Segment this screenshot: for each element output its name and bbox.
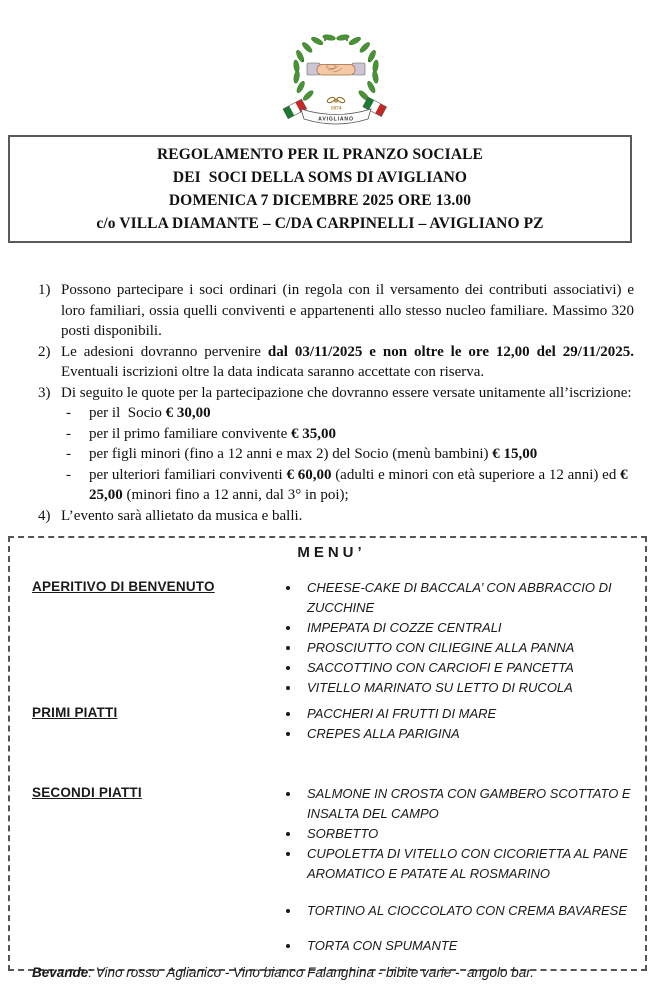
- menu-category-label: APERITIVO DI BENVENUTO: [32, 579, 215, 594]
- menu-item: • TORTA CON SPUMANTE: [301, 936, 631, 956]
- rule-body: [61, 280, 634, 342]
- rule-subitem: [66, 444, 634, 465]
- title-line-4: c/o VILLA DIAMANTE – C/DA CARPINELLI – AVIGLIANO PZ: [96, 215, 544, 232]
- menu-item: • CREPES ALLA PARIGINA: [301, 724, 631, 744]
- menu-item: • PACCHERI AI FRUTTI DI MARE: [301, 704, 631, 724]
- menu-item: • VITELLO MARINATO SU LETTO DI RUCOLA: [301, 678, 631, 698]
- rule-subitem-text: per il Socio € 30,00: [89, 405, 211, 421]
- menu-item: • SORBETTO: [301, 824, 631, 844]
- soms-avigliano-logo: [280, 33, 392, 128]
- rule-text: L’evento sarà allietato da musica e balli.: [61, 507, 303, 524]
- menu-item: • PROSCIUTTO CON CILIEGINE ALLA PANNA: [301, 638, 631, 658]
- rule-subitem: [66, 403, 634, 424]
- beverages-text: : Vino rosso Aglianico - Vino bianco Falanghina - bibite varie - angolo bar.: [88, 965, 535, 980]
- dash-marker: -: [66, 446, 71, 462]
- rule-number: 2): [38, 343, 51, 360]
- handshake-icon: [307, 63, 365, 75]
- title-box: [8, 135, 632, 243]
- wreath-knot-icon: [326, 96, 345, 103]
- rule-text: Possono partecipare i soci ordinari (in regola con il versamento dei contributi associativi) e loro familiari, ossia quelli conviventi e appartenenti allo stesso nucleo familiare. Massimo 320 posti disponibili.: [61, 282, 634, 339]
- menu-section-3: [32, 784, 631, 956]
- menu-items-list: [287, 704, 631, 744]
- menu-item: • TORTINO AL CIOCCOLATO CON CREMA BAVARESE: [301, 901, 631, 921]
- menu-section-2: [32, 704, 631, 744]
- menu-item: • SALMONE IN CROSTA CON GAMBERO SCOTTATO E INSALTA DEL CAMPO: [301, 784, 631, 824]
- rules-list: [38, 280, 634, 526]
- menu-items-list: [287, 578, 631, 698]
- rule-text: Di seguito le quote per la partecipazione che dovranno essere versate unitamente all’iscrizione:: [61, 384, 632, 401]
- menu-item: • CHEESE-CAKE DI BACCALA’ CON ABBRACCIO DI ZUCCHINE: [301, 578, 631, 618]
- menu-items-list: [287, 784, 631, 956]
- rule-subitem: [66, 465, 634, 506]
- rule-subitem-text: per ulteriori familiari conviventi € 60,00 (adulti e minori con età superiore a 12 anni) ed € 25,00 (minori fino a 12 anni, dal 3° in poi);: [89, 466, 632, 503]
- rule-subitem-text: per figli minori (fino a 12 anni e max 2) del Socio (menù bambini) € 15,00: [89, 446, 538, 462]
- menu-sections: [32, 578, 631, 956]
- rule-number: 1): [38, 282, 51, 298]
- rule-body: [61, 506, 634, 527]
- rule-number: 3): [38, 384, 51, 401]
- rule-item-2: [38, 342, 634, 383]
- rule-item-3: [38, 383, 634, 506]
- title-line-2: DEI SOCI DELLA SOMS DI AVIGLIANO: [172, 169, 468, 186]
- menu-item: • CUPOLETTA DI VITELLO CON CICORIETTA AL PANE AROMATICO E PATATE AL ROSMARINO: [301, 844, 631, 884]
- rule-text: Le adesioni dovranno pervenire dal 03/11/2025 e non oltre le ore 12,00 del 29/11/2025. Eventuali iscrizioni oltre la data indicata saranno accettate con riserva.: [61, 343, 634, 380]
- title-line-3: DOMENICA 7 DICEMBRE 2025 ORE 13.00: [168, 192, 472, 209]
- rule-body: [61, 342, 634, 383]
- logo-container: [0, 0, 671, 128]
- menu-box: [8, 536, 647, 980]
- menu-item: • IMPEPATA DI COZZE CENTRALI: [301, 618, 631, 638]
- dash-marker: -: [66, 425, 71, 442]
- beverages-line: [32, 965, 631, 980]
- beverages-label: Bevande: [32, 965, 89, 980]
- dash-marker: -: [66, 405, 71, 421]
- logo-banner-text: AVIGLIANO: [317, 116, 354, 123]
- rule-number: 4): [38, 507, 51, 524]
- title-line-1: REGOLAMENTO PER IL PRANZO SOCIALE: [157, 146, 483, 163]
- logo-year: 1874: [330, 105, 341, 112]
- rule-item-1: [38, 280, 634, 342]
- menu-section-1: [32, 578, 631, 698]
- menu-category-label: SECONDI PIATTI: [32, 785, 142, 800]
- rule-body: [61, 383, 634, 506]
- menu-category-label: PRIMI PIATTI: [32, 705, 118, 720]
- dash-marker: -: [66, 466, 71, 483]
- rule-item-4: [38, 506, 634, 527]
- rule-subitem-text: per il primo familiare convivente € 35,00: [89, 425, 337, 442]
- menu-item: • SACCOTTINO CON CARCIOFI E PANCETTA: [301, 658, 631, 678]
- rule-subitem: [66, 424, 634, 445]
- menu-title: MENU’: [297, 544, 366, 561]
